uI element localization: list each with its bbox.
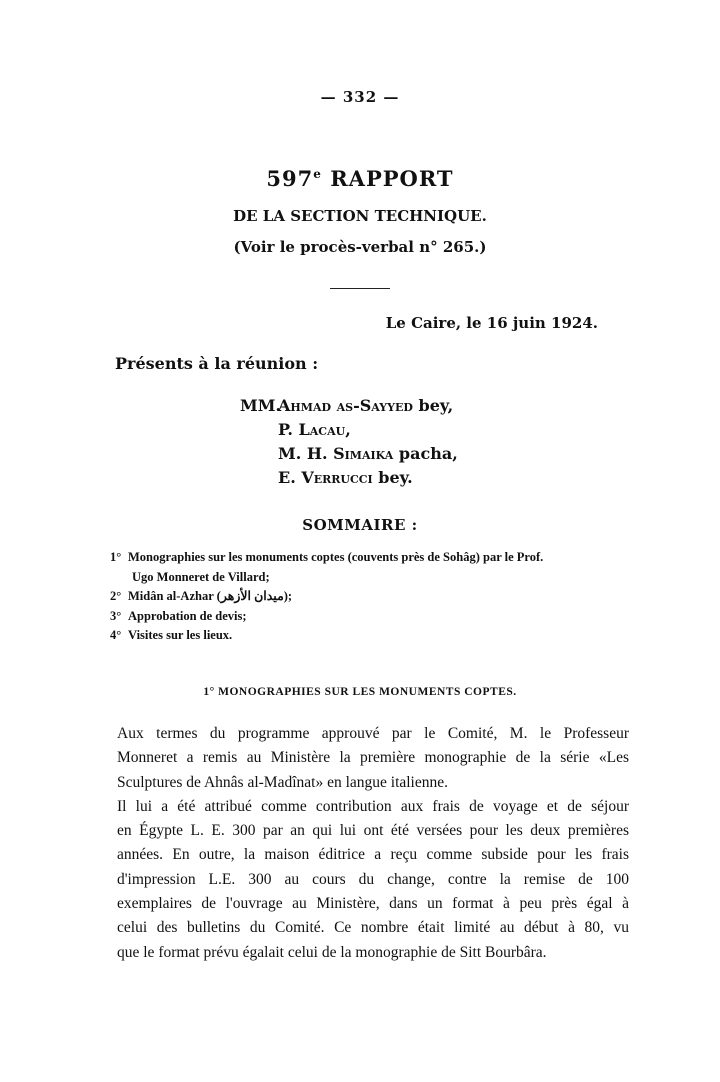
summary-item-text: Monographies sur les monuments coptes (couvents près de Sohâg) par le Prof. [128, 550, 544, 564]
attendee-title: bey. [378, 468, 413, 487]
summary-item-text: Midân al-Azhar (ميدان الأزهر); [128, 589, 293, 603]
paragraph [97, 722, 629, 795]
attendee-row [240, 442, 458, 466]
separator-rule [330, 288, 390, 289]
text-line: années. En outre, la maison éditrice a reçu comme subside pour les frais [117, 846, 629, 864]
text-line: que le format prévu égalait celui de la monographie de Sitt Bourbâra. [117, 943, 547, 961]
proces-verbal-reference: (Voir le procès-verbal n° 265.) [233, 238, 487, 256]
summary-item [110, 587, 630, 607]
text-line: Aux termes du programme approuvé par le Comité, M. le Professeur [117, 725, 629, 742]
summary-item [110, 548, 630, 568]
text-line: Monneret a remis au Ministère la première monographie de la série «Les [117, 749, 629, 767]
attendee-name: Ahmad as-Sayyed [278, 396, 413, 415]
attendee-list [240, 394, 458, 490]
summary-item-text: Visites sur les lieux. [128, 628, 233, 642]
attendee-prefix: MM. [240, 396, 281, 415]
text-line: Sculptures de Ahnâs al-Madînat» en langue italienne. [117, 773, 449, 791]
paragraph [97, 795, 629, 965]
text-line: d'impression L.E. 300 au cours du change, contre la remise de 100 [117, 870, 629, 888]
text-line: celui des bulletins du Comité. Ce nombre était limité au début à 80, vu [117, 919, 629, 937]
attendee-title: bey, [418, 396, 454, 415]
summary-item-text: Approbation de devis; [128, 608, 247, 623]
attendee-row [240, 418, 458, 442]
report-number-suffix: e [313, 167, 322, 181]
place-date: Le Caire, le 16 juin 1924. [385, 314, 598, 332]
text-line: en Égypte L. E. 300 par an qui lui ont été versées pour les deux premières [117, 822, 629, 840]
attendee-name: E. Verrucci [278, 468, 373, 487]
summary-item-number: 1° [110, 550, 122, 564]
attendee-name: M. H. Simaika [278, 444, 394, 463]
report-word: RAPPORT [330, 166, 454, 191]
report-title [0, 166, 720, 191]
summary-item-number: 3° [110, 608, 122, 623]
summary-list [110, 548, 630, 646]
summary-heading: SOMMAIRE : [302, 516, 418, 534]
summary-item-number: 4° [110, 628, 122, 642]
text-line: exemplaires de l'ouvrage au Ministère, dans un format à peu près égal à [117, 895, 629, 913]
text-line: Il lui a été attribué comme contribution aux frais de voyage et de séjour [117, 797, 629, 815]
report-number: 597 [266, 166, 314, 191]
attendee-row [240, 466, 458, 490]
attendee-name: P. Lacau, [278, 420, 351, 439]
attendance-label: Présents à la réunion : [115, 354, 319, 373]
body-text [97, 722, 629, 965]
summary-item [110, 607, 630, 627]
page-number: — 332 — [320, 88, 400, 106]
summary-item-number: 2° [110, 589, 122, 603]
section-heading: 1° MONOGRAPHIES SUR LES MONUMENTS COPTES. [203, 686, 517, 698]
summary-item [110, 626, 630, 646]
attendee-row [240, 394, 458, 418]
summary-item-continuation: Ugo Monneret de Villard; [132, 569, 270, 584]
attendee-title: pacha, [398, 444, 458, 463]
section-subtitle: DE LA SECTION TECHNIQUE. [233, 207, 487, 225]
